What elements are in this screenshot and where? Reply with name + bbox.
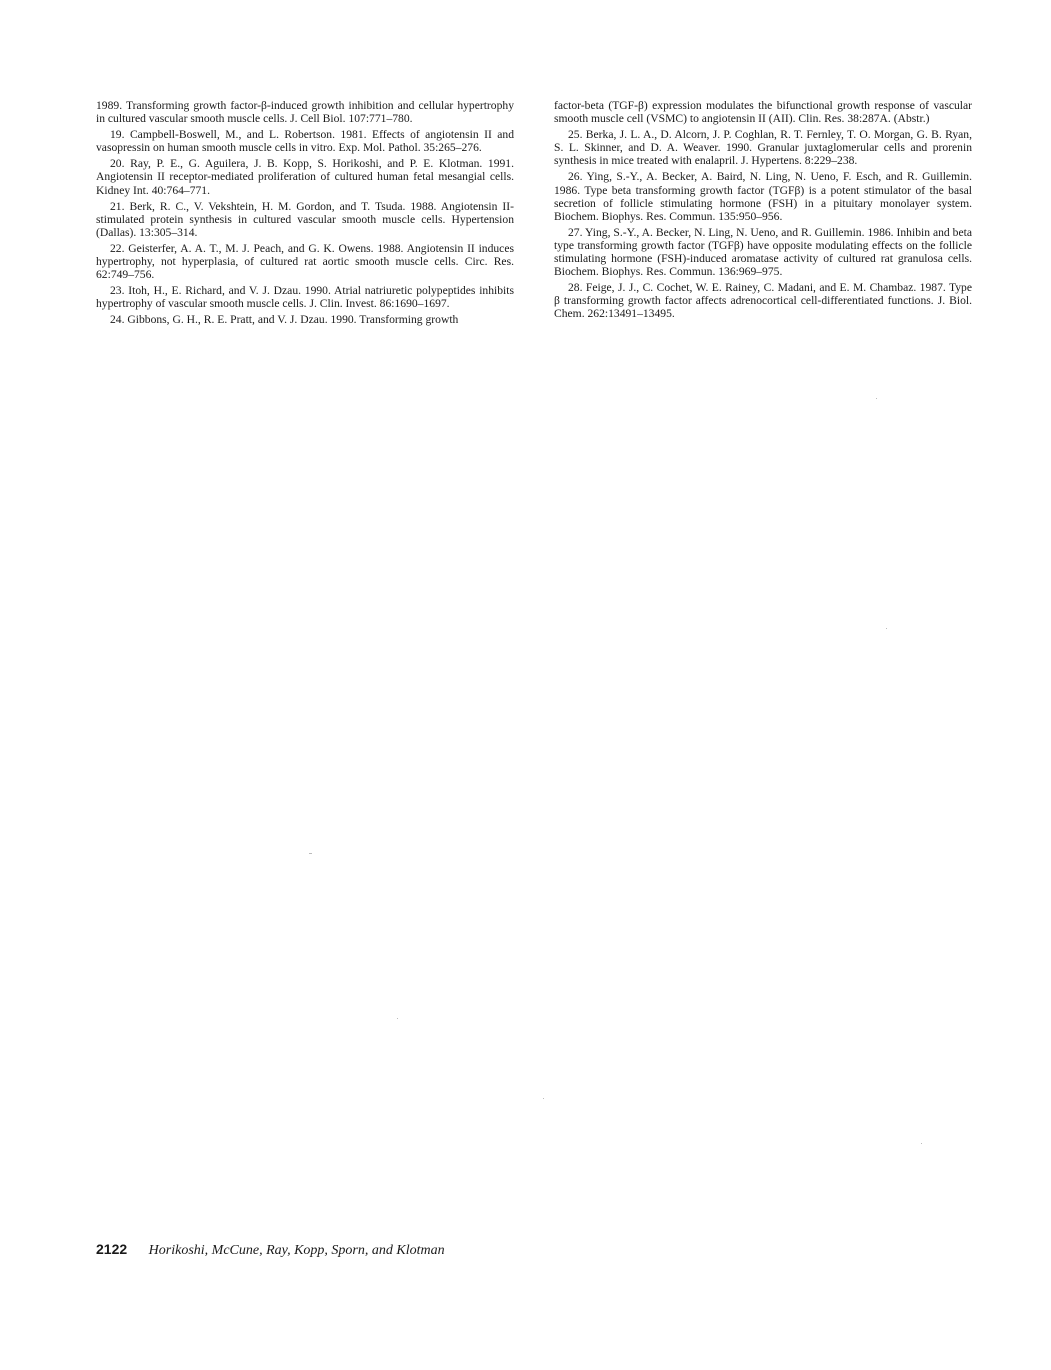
scan-speck — [397, 1018, 398, 1019]
reference-entry: 25. Berka, J. L. A., D. Alcorn, J. P. Coghlan, R. T. Fernley, T. O. Morgan, G. B. Ryan, S. L. Skinner, and D. A. Weaver. 1990. Granular juxtaglomerular cells and prorenin synthesis in mice treated with enalapril. J. Hypertens. 8:229–238. — [554, 128, 972, 168]
scan-speck — [921, 1143, 922, 1144]
running-authors: Horikoshi, McCune, Ray, Kopp, Sporn, and Klotman — [148, 1243, 445, 1258]
reference-entry: 1989. Transforming growth factor-β-induced growth inhibition and cellular hypertrophy in cultured vascular smooth muscle cells. J. Cell Biol. 107:771–780. — [96, 99, 514, 126]
page-footer — [96, 1241, 445, 1259]
reference-entry: 19. Campbell-Boswell, M., and L. Robertson. 1981. Effects of angiotensin II and vasopressin on human smooth muscle cells in vitro. Exp. Mol. Pathol. 35:265–276. — [96, 128, 514, 155]
reference-entry: 20. Ray, P. E., G. Aguilera, J. B. Kopp, S. Horikoshi, and P. E. Klotman. 1991. Angiotensin II receptor-mediated proliferation of cultured human fetal mesangial cells. Kidney Int. 40:764–771. — [96, 157, 514, 197]
reference-entry: 22. Geisterfer, A. A. T., M. J. Peach, and G. K. Owens. 1988. Angiotensin II induces hypertrophy, not hyperplasia, of cultured rat aortic smooth muscle cells. Circ. Res. 62:749–756. — [96, 241, 514, 282]
reference-entry: factor-beta (TGF-β) expression modulates the bifunctional growth response of vascular smooth muscle cell (VSMC) to angiotensin II (AII). Clin. Res. 38:287A. (Abstr.) — [554, 99, 972, 126]
reference-entry: 24. Gibbons, G. H., R. E. Pratt, and V. J. Dzau. 1990. Transforming growth — [110, 313, 459, 327]
scan-speck — [543, 1098, 544, 1099]
reference-entry: 21. Berk, R. C., V. Vekshtein, H. M. Gordon, and T. Tsuda. 1988. Angiotensin II-stimulated protein synthesis in cultured vascular smooth muscle cells. Hypertension (Dallas). 13:305–314. — [96, 199, 514, 239]
reference-entry: 28. Feige, J. J., C. Cochet, W. E. Rainey, C. Madani, and E. M. Chambaz. 1987. Type β transforming growth factor affects adrenocortical cell-differentiated functions. J. Biol. Chem. 262:13491–13495. — [554, 281, 972, 321]
reference-entry: 26. Ying, S.-Y., A. Becker, A. Baird, N. Ling, N. Ueno, F. Esch, and R. Guillemin. 1986. Type beta transforming growth factor (TGFβ) is a potent stimulator of the basal secretion of follicle stimulating hormone (FSH) in a pituitary monolayer system. Biochem. Biophys. Res. Commun. 135:950–956. — [554, 170, 972, 223]
right-reference-column — [554, 99, 972, 324]
scan-speck — [886, 628, 887, 629]
reference-entry: 27. Ying, S.-Y., A. Becker, N. Ling, N. Ueno, and R. Guillemin. 1986. Inhibin and beta type transforming growth factor (TGFβ) have opposite modulating effects on the follicle stimulating hormone (FSH)-induced aromatase activity of cultured rat granulosa cells. Biochem. Biophys. Res. Commun. 136:969–975. — [554, 225, 972, 279]
left-reference-column — [96, 99, 514, 330]
page-number: 2122 — [96, 1241, 128, 1257]
scan-speck — [876, 398, 877, 399]
reference-entry: 23. Itoh, H., E. Richard, and V. J. Dzau. 1990. Atrial natriuretic polypeptides inhibits hypertrophy of vascular smooth muscle cells. J. Clin. Invest. 86:1690–1697. — [96, 284, 514, 311]
scan-speck — [309, 853, 312, 854]
